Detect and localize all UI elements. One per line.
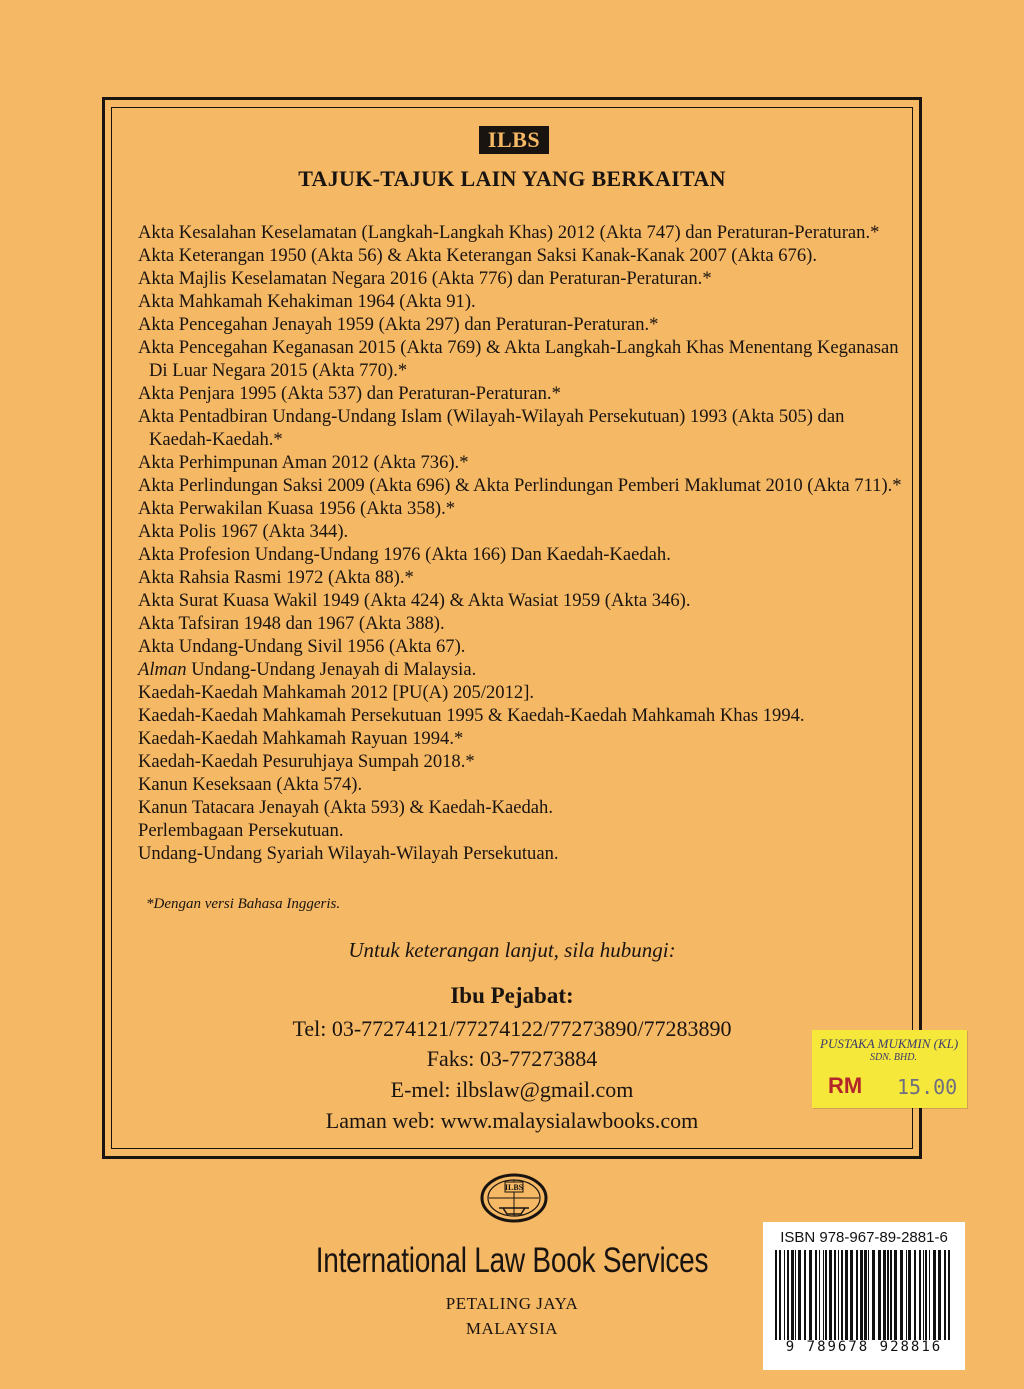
related-title-item: Akta Polis 1967 (Akta 344). (138, 521, 349, 542)
related-title-item: Akta Penjara 1995 (Akta 537) dan Peraturan-Peraturan.* (138, 383, 561, 404)
related-titles-heading: TAJUK-TAJUK LAIN YANG BERKAITAN (298, 166, 726, 191)
related-title-item: Akta Perlindungan Saksi 2009 (Akta 696) & Akta Perlindungan Pemberi Maklumat 2010 (Akta 711).* (138, 475, 902, 496)
publisher-city: PETALING JAYA (445, 1294, 579, 1313)
price-sticker (812, 1030, 967, 1108)
sticker-price: 15.00 (897, 1075, 958, 1099)
fax-line: Faks: 03-77273884 (426, 1046, 598, 1071)
related-title-item: Akta Mahkamah Kehakiman 1964 (Akta 91). (138, 291, 476, 312)
related-title-item: Akta Surat Kuasa Wakil 1949 (Akta 424) & Akta Wasiat 1959 (Akta 346). (138, 590, 691, 611)
related-title-item: Kaedah-Kaedah Mahkamah Rayuan 1994.* (138, 728, 464, 749)
related-title-item: Kanun Tatacara Jenayah (Akta 593) & Kaedah-Kaedah. (138, 797, 553, 818)
related-title-item: Akta Perwakilan Kuasa 1956 (Akta 358).* (138, 498, 456, 519)
related-title-item: Kaedah-Kaedah Mahkamah 2012 [PU(A) 205/2012]. (138, 682, 535, 703)
related-title-item: Akta Rahsia Rasmi 1972 (Akta 88).* (138, 567, 414, 588)
related-title-item: Akta Profesion Undang-Undang 1976 (Akta 166) Dan Kaedah-Kaedah. (138, 544, 671, 565)
sticker-company-suffix: SDN. BHD. (870, 1052, 917, 1063)
sticker-currency: RM (828, 1073, 863, 1098)
related-title-item: Akta Pencegahan Jenayah 1959 (Akta 297) dan Peraturan-Peraturan.* (138, 314, 659, 335)
related-title-item: Akta Pencegahan Keganasan 2015 (Akta 769) & Akta Langkah-Langkah Khas Menentang Keganasan Di Luar Negara 2015 (Akta 770).* (138, 337, 899, 381)
related-title-item: Akta Keterangan 1950 (Akta 56) & Akta Keterangan Saksi Kanak-Kanak 2007 (Akta 676). (138, 245, 817, 266)
barcode-label (763, 1222, 965, 1370)
ilbs-logo-badge: ILBS (479, 126, 549, 154)
sticker-shop-name: PUSTAKA MUKMIN (KL) (820, 1036, 959, 1051)
related-title-item: Kaedah-Kaedah Mahkamah Persekutuan 1995 & Kaedah-Kaedah Mahkamah Khas 1994. (138, 705, 805, 726)
related-title-item: Akta Kesalahan Keselamatan (Langkah-Langkah Khas) 2012 (Akta 747) dan Peraturan-Peraturan.* (138, 222, 880, 243)
email-line: E-mel: ilbslaw@gmail.com (390, 1077, 634, 1102)
publisher-name: International Law Book Services (315, 1241, 709, 1280)
related-title-item: Undang-Undang Syariah Wilayah-Wilayah Persekutuan. (138, 843, 559, 864)
ilbs-emblem-icon (479, 1172, 549, 1224)
related-title-item: Akta Tafsiran 1948 dan 1967 (Akta 388). (138, 613, 445, 634)
publisher-country: MALAYSIA (465, 1319, 559, 1338)
emblem-text: ILBS (504, 1183, 524, 1192)
related-title-item: Kaedah-Kaedah Pesuruhjaya Sumpah 2018.* (138, 751, 475, 772)
related-title-item: Akta Pentadbiran Undang-Undang Islam (Wilayah-Wilayah Persekutuan) 1993 (Akta 505) dan Kaedah-Kaedah.* (138, 406, 845, 450)
footnote: *Dengan versi Bahasa Inggeris. (146, 896, 341, 912)
contact-lead: Untuk keterangan lanjut, sila hubungi: (348, 938, 676, 962)
related-title-item: Akta Majlis Keselamatan Negara 2016 (Akta 776) dan Peraturan-Peraturan.* (138, 268, 712, 289)
related-title-item: Perlembagaan Persekutuan. (138, 820, 344, 841)
barcode-digits: 9 789678 928816 (785, 1339, 943, 1355)
related-title-item: Kanun Keseksaan (Akta 574). (138, 774, 363, 795)
telephone-line: Tel: 03-77274121/77274122/77273890/77283890 (292, 1016, 732, 1041)
related-title-item: Alman Undang-Undang Jenayah di Malaysia. (138, 659, 477, 680)
barcode-bars-icon (773, 1250, 955, 1340)
isbn-text: ISBN 978-967-89-2881-6 (780, 1229, 948, 1246)
website-line: Laman web: www.malaysialawbooks.com (325, 1108, 699, 1133)
related-title-item: Akta Undang-Undang Sivil 1956 (Akta 67). (138, 636, 466, 657)
head-office-label: Ibu Pejabat: (450, 983, 574, 1008)
related-title-item: Akta Perhimpunan Aman 2012 (Akta 736).* (138, 452, 469, 473)
related-titles-list (138, 221, 908, 865)
